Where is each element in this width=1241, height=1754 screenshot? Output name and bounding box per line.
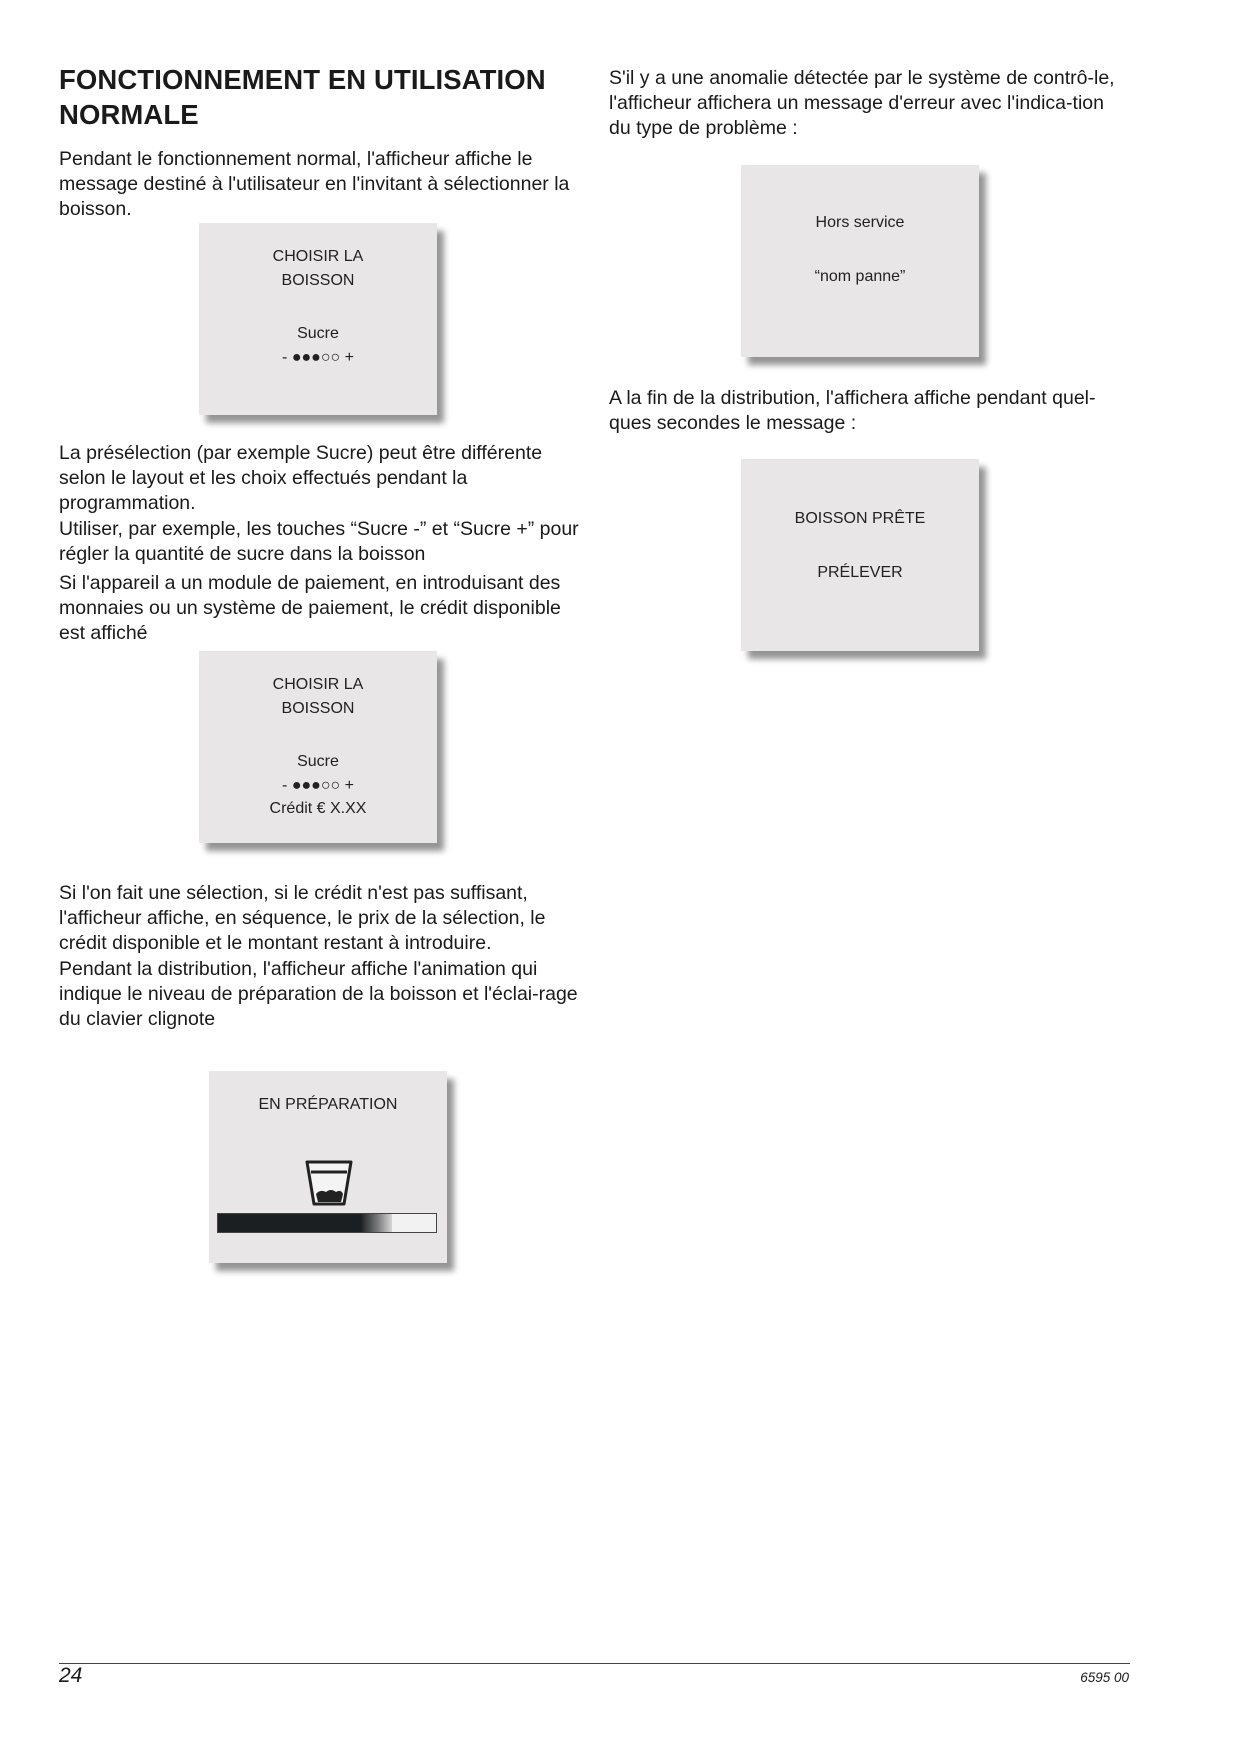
intro-paragraph: Pendant le fonctionnement normal, l'afficheur affiche le message destiné à l'utilisateur en l'invitant à sélectionner la boisson. [59, 148, 570, 221]
anomaly-paragraph: S'il y a une anomalie détectée par le système de contrô-le, l'afficheur affichera un message d'erreur avec l'indica-tion du type de problème : [609, 67, 1115, 140]
display-out-of-service [741, 165, 979, 357]
preselection-text [59, 441, 579, 647]
sugar-level-indicator: - ●●●○○ + [282, 348, 354, 366]
screen-line: BOISSON [281, 271, 355, 289]
title-line-1: FONCTIONNEMENT EN UTILISATION [59, 64, 546, 95]
end-distribution-text [609, 386, 1129, 436]
screen-line: EN PRÉPARATION [258, 1096, 398, 1113]
section-title [59, 62, 579, 132]
title-line-2: NORMALE [59, 99, 199, 130]
left-column [59, 62, 579, 223]
screen-line: Sucre [297, 753, 339, 770]
sugar-level-indicator: - ●●●○○ + [282, 776, 354, 794]
display-choose-drink [199, 223, 437, 415]
display-preparing [209, 1071, 447, 1263]
credit-readout: Crédit € X.XX [269, 800, 367, 817]
preselection-paragraph: La présélection (par exemple Sucre) peut être différente selon le layout et les choix effectués pendant la programmation. [59, 442, 543, 515]
display-drink-ready [741, 459, 979, 651]
cup-icon [304, 1159, 354, 1207]
end-distribution-paragraph: A la fin de la distribution, l'affichera affiche pendant quel-ques secondes le message : [609, 387, 1096, 435]
page-number: 24 [59, 1664, 83, 1687]
footer-rule [59, 1663, 1130, 1664]
right-column [609, 66, 1129, 142]
sugar-keys-paragraph: Utiliser, par exemple, les touches “Sucre -” et “Sucre +” pour régler la quantité de sucre dans la boisson [59, 517, 579, 565]
screen-line: Hors service [815, 214, 905, 231]
screen-line: Sucre [297, 325, 339, 342]
document-code: 6595 00 [1080, 1670, 1129, 1685]
progress-fill [218, 1214, 392, 1232]
fault-name: “nom panne” [814, 267, 906, 285]
screen-line: PRÉLEVER [817, 563, 903, 581]
payment-paragraph: Si l'appareil a un module de paiement, en introduisant des monnaies ou un système de paiement, le crédit disponible est affiché [59, 572, 561, 645]
selection-text [59, 881, 579, 1032]
screen-line: CHOISIR LA [272, 248, 364, 265]
screen-line: BOISSON [281, 699, 355, 717]
screen-line: CHOISIR LA [272, 676, 364, 693]
screen-line: BOISSON PRÊTE [794, 510, 926, 527]
distribution-paragraph: Pendant la distribution, l'afficheur affiche l'animation qui indique le niveau de préparation de la boisson et l'éclai-rage du clavier clignote [59, 957, 578, 1031]
preparation-progress-bar [217, 1213, 437, 1233]
display-choose-drink-credit [199, 651, 437, 843]
insufficient-credit-paragraph: Si l'on fait une sélection, si le crédit n'est pas suffisant, l'afficheur affiche, en séquence, le prix de la sélection, le crédit disponible et le montant restant à introduire. [59, 882, 546, 955]
